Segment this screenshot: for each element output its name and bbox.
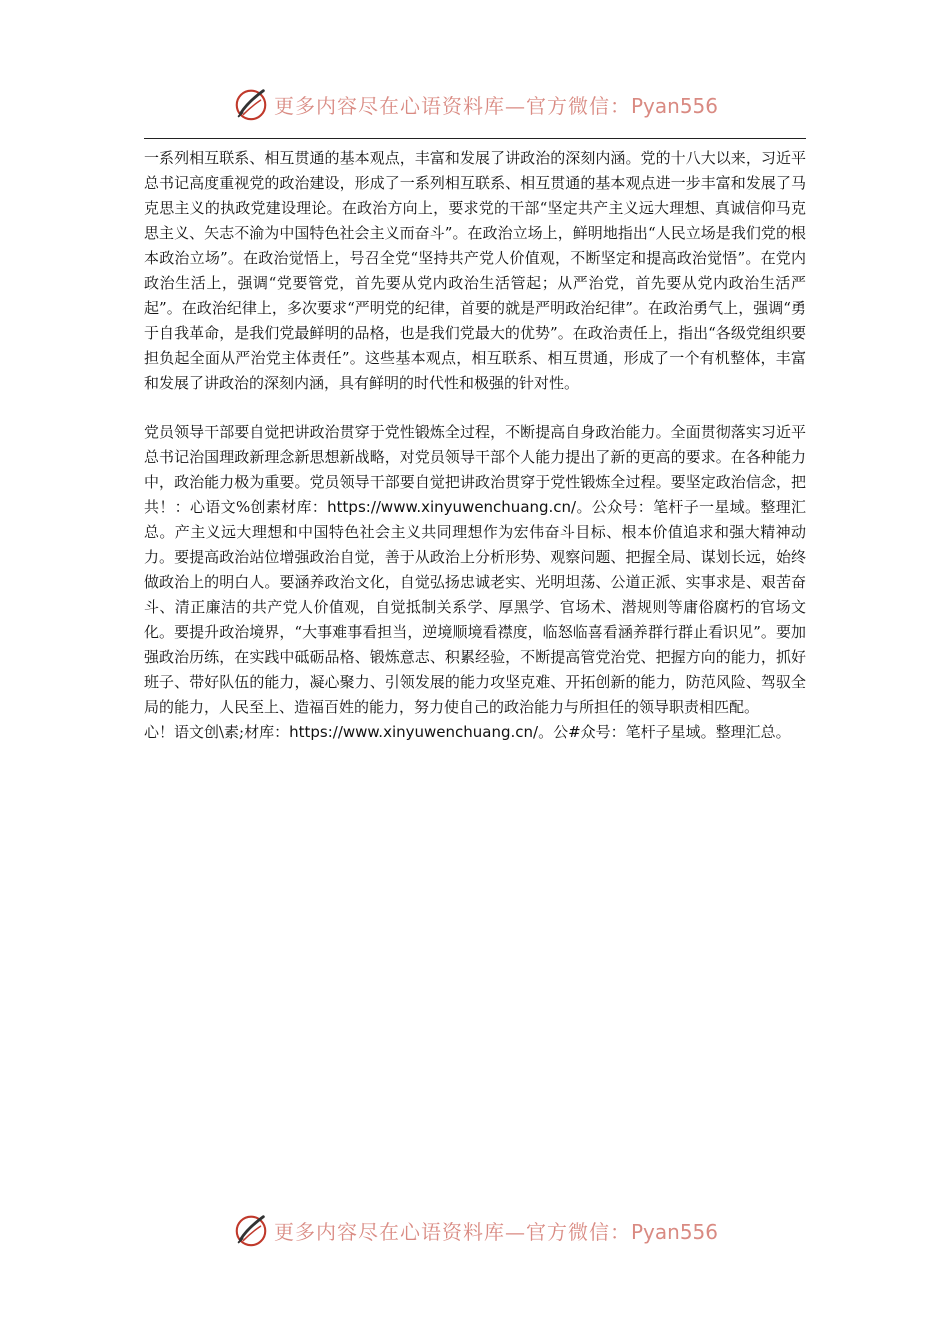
pen-logo-icon bbox=[232, 1211, 270, 1249]
header-banner-code: Pyan556 bbox=[630, 93, 718, 118]
header-banner-text bbox=[274, 90, 718, 119]
paragraph-3-url[interactable]: https://www.xinyuwenchuang.cn/ bbox=[289, 723, 539, 741]
paragraph-3-part-b: 。公#众号：笔杆子星域。整理汇总。 bbox=[538, 723, 791, 741]
paragraph-2-url[interactable]: https://www.xinyuwenchuang.cn/ bbox=[327, 498, 577, 516]
footer-banner-text bbox=[274, 1216, 718, 1245]
paragraph-gap bbox=[144, 396, 806, 420]
paragraph-2-part-b: 。公众号：笔杆子一星域。整理汇总。产主义远大理想和中国特色社会主义共同理想作为宏伟奋斗目标、根本价值追求和强大精神动力。要提高政治站位增强政治自觉，善于从政治上分析形势、观察问题、把握全局、谋划长远，始终做政治上的明白人。要涵养政治文化，自觉弘扬忠诚老实、光明坦荡、公道正派、实事求是、艰苦奋斗、清正廉洁的共产党人价值观，自觉抵制关系学、厚黑学、官场术、潜规则等庸俗腐朽的官场文化。要提升政治境界，“大事难事看担当，逆境顺境看襟度，临怒临喜看涵养群行群止看识见”。要加强政治历练，在实践中砥砺品格、锻炼意志、积累经验，不断提高管党治党、把握方向的能力，抓好班子、带好队伍的能力，凝心聚力、引领发展的能力攻坚克难、开拓创新的能力，防范风险、驾驭全局的能力，人民至上、造福百姓的能力，努力使自己的政治能力与所担任的领导职责相匹配。 bbox=[144, 498, 806, 716]
paragraph-1: 一系列相互联系、相互贯通的基本观点，丰富和发展了讲政治的深刻内涵。党的十八大以来，习近平总书记高度重视党的政治建设，形成了一系列相互联系、相互贯通的基本观点进一步丰富和发展了马克思主义的执政党建设理论。在政治方向上，要求党的干部“坚定共产主义远大理想、真诚信仰马克思主义、矢志不渝为中国特色社会主义而奋斗”。在政治立场上，鲜明地指出“人民立场是我们党的根本政治立场”。在政治觉悟上，号召全党“坚持共产党人价值观，不断坚定和提高政治觉悟”。在党内政治生活上，强调“党要管党，首先要从党内政治生活管起；从严治党，首先要从党内政治生活严起”。在政治纪律上，多次要求“严明党的纪律，首要的就是严明政治纪律”。在政治勇气上，强调“勇于自我革命，是我们党最鲜明的品格，也是我们党最大的优势”。在政治责任上，指出“各级党组织要担负起全面从严治党主体责任”。这些基本观点，相互联系、相互贯通，形成了一个有机整体，丰富和发展了讲政治的深刻内涵，具有鲜明的时代性和极强的针对性。 bbox=[144, 149, 806, 392]
paragraph-3 bbox=[144, 720, 806, 745]
header-banner-main: 更多内容尽在心语资料库 bbox=[273, 93, 505, 118]
footer-banner-code: Pyan556 bbox=[630, 1219, 718, 1244]
paragraph-2-part-a: 党员领导干部要自觉把讲政治贯穿于党性锻炼全过程，不断提高自身政治能力。全面贯彻落实习近平总书记治国理政新理念新思想新战略，对党员领导干部个人能力提出了新的更高的要求。在各种能力中，政治能力极为重要。党员领导干部要自觉把讲政治贯穿于党性锻炼全过程。要坚定政治信念，把共！：心语文%创素材库： bbox=[144, 423, 806, 516]
footer-banner-label: 官方微信： bbox=[525, 1219, 631, 1244]
header-rule bbox=[144, 138, 806, 139]
footer-banner-main: 更多内容尽在心语资料库 bbox=[273, 1219, 505, 1244]
header-banner bbox=[0, 82, 950, 126]
pen-logo-icon bbox=[232, 85, 270, 123]
footer-banner bbox=[0, 1208, 950, 1252]
paragraph-2 bbox=[144, 420, 806, 720]
header-banner-dash: — bbox=[504, 93, 526, 118]
footer-banner-dash: — bbox=[504, 1219, 526, 1244]
header-banner-label: 官方微信： bbox=[525, 93, 631, 118]
paragraph-3-part-a: 心！语文创\素;材库： bbox=[144, 723, 290, 741]
document-body bbox=[144, 146, 806, 745]
